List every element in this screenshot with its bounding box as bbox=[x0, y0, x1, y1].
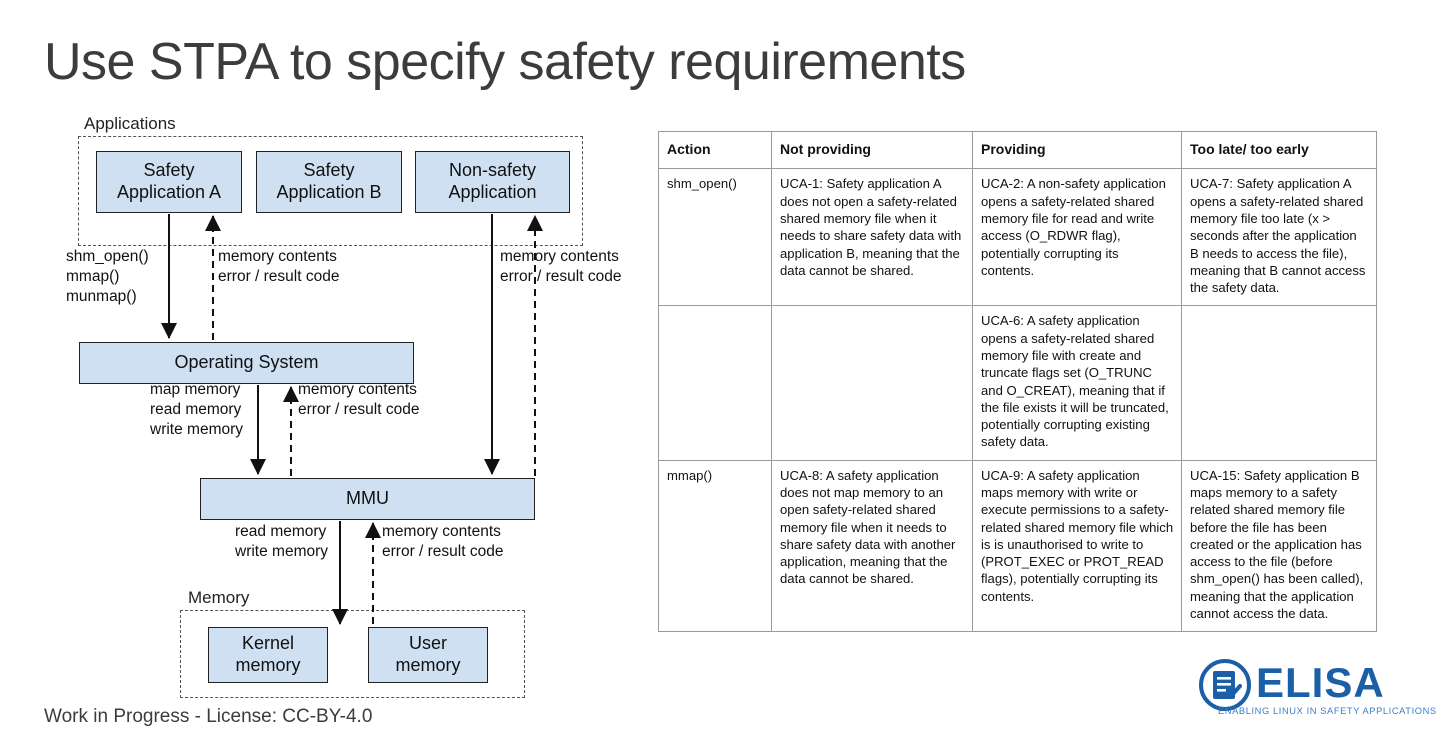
table-row bbox=[659, 169, 1377, 306]
cell-too-late-too-early: UCA-7: Safety application A opens a safety-related shared memory file too late (x > seconds after the application B needs to access the file), meaning that B cannot access the safety data. bbox=[1182, 169, 1377, 306]
table-row bbox=[659, 306, 1377, 460]
uca-table bbox=[658, 131, 1377, 632]
cell-too-late-too-early bbox=[1182, 306, 1377, 460]
memory-group-label: Memory bbox=[188, 588, 250, 607]
elisa-document-icon bbox=[1196, 660, 1254, 710]
table-row bbox=[659, 460, 1377, 632]
page-title: Use STPA to specify safety requirements bbox=[44, 33, 966, 91]
label-application-calls: shm_open() mmap() munmap() bbox=[66, 248, 149, 305]
node-non-safety-application: Non-safety Application bbox=[415, 151, 570, 213]
uca-table-container bbox=[658, 131, 1376, 632]
column-header-not-providing: Not providing bbox=[772, 132, 973, 169]
elisa-logo-text: ELISA bbox=[1256, 659, 1385, 706]
cell-action: shm_open() bbox=[659, 169, 772, 306]
architecture-diagram bbox=[40, 110, 660, 710]
node-kernel-memory: Kernel memory bbox=[208, 627, 328, 683]
label-os-to-mmu: map memory read memory write memory bbox=[150, 381, 244, 438]
cell-providing: UCA-6: A safety application opens a safety-related shared memory file with create and truncate flags set (O_TRUNC and O_CREAT), meaning that if the file exists it will be truncated, potentially corrupting existing safety data. bbox=[973, 306, 1182, 460]
elisa-logo bbox=[1196, 659, 1437, 722]
cell-providing: UCA-9: A safety application maps memory with write or execute permissions to a safety-related shared memory file which is is unauthorised to write to (PROT_EXEC or PROT_READ flags), potentially corrupting its contents. bbox=[973, 460, 1182, 632]
cell-action: mmap() bbox=[659, 460, 772, 632]
table-header-row bbox=[659, 132, 1377, 169]
node-operating-system: Operating System bbox=[79, 342, 414, 384]
diagram-arrows bbox=[40, 110, 660, 710]
cell-not-providing bbox=[772, 306, 973, 460]
label-memory-returns: memory contents error / result code bbox=[382, 523, 504, 560]
applications-group-label: Applications bbox=[84, 114, 176, 133]
cell-action bbox=[659, 306, 772, 460]
label-mmu-to-memory: read memory write memory bbox=[235, 523, 329, 560]
elisa-logo-tagline: ENABLING LINUX IN SAFETY APPLICATIONS bbox=[1218, 706, 1437, 716]
node-user-memory: User memory bbox=[368, 627, 488, 683]
cell-not-providing: UCA-8: A safety application does not map memory to an open safety-related shared memory file when it needs to share safety data with another application, meaning that the data cannot be shared. bbox=[772, 460, 973, 632]
column-header-action: Action bbox=[659, 132, 772, 169]
node-mmu: MMU bbox=[200, 478, 535, 520]
column-header-providing: Providing bbox=[973, 132, 1182, 169]
cell-not-providing: UCA-1: Safety application A does not open a safety-related shared memory file when it needs to share safety data with application B, meaning that the data cannot be shared. bbox=[772, 169, 973, 306]
node-safety-application-b: Safety Application B bbox=[256, 151, 402, 213]
footer-license: Work in Progress - License: CC-BY-4.0 bbox=[44, 706, 373, 727]
label-os-returns-left: memory contents error / result code bbox=[218, 248, 340, 285]
node-safety-application-a: Safety Application A bbox=[96, 151, 242, 213]
cell-providing: UCA-2: A non-safety application opens a safety-related shared memory file for read and write access (O_RDWR flag), potentially corrupting its contents. bbox=[973, 169, 1182, 306]
label-mmu-returns: memory contents error / result code bbox=[298, 381, 420, 418]
label-os-returns-right: memory contents error / result code bbox=[500, 248, 622, 285]
cell-too-late-too-early: UCA-15: Safety application B maps memory to a safety related shared memory file before the file has been created or the application has access to the file (before shm_open() has been called), meaning that the application cannot access the data. bbox=[1182, 460, 1377, 632]
column-header-too-late-too-early: Too late/ too early bbox=[1182, 132, 1377, 169]
